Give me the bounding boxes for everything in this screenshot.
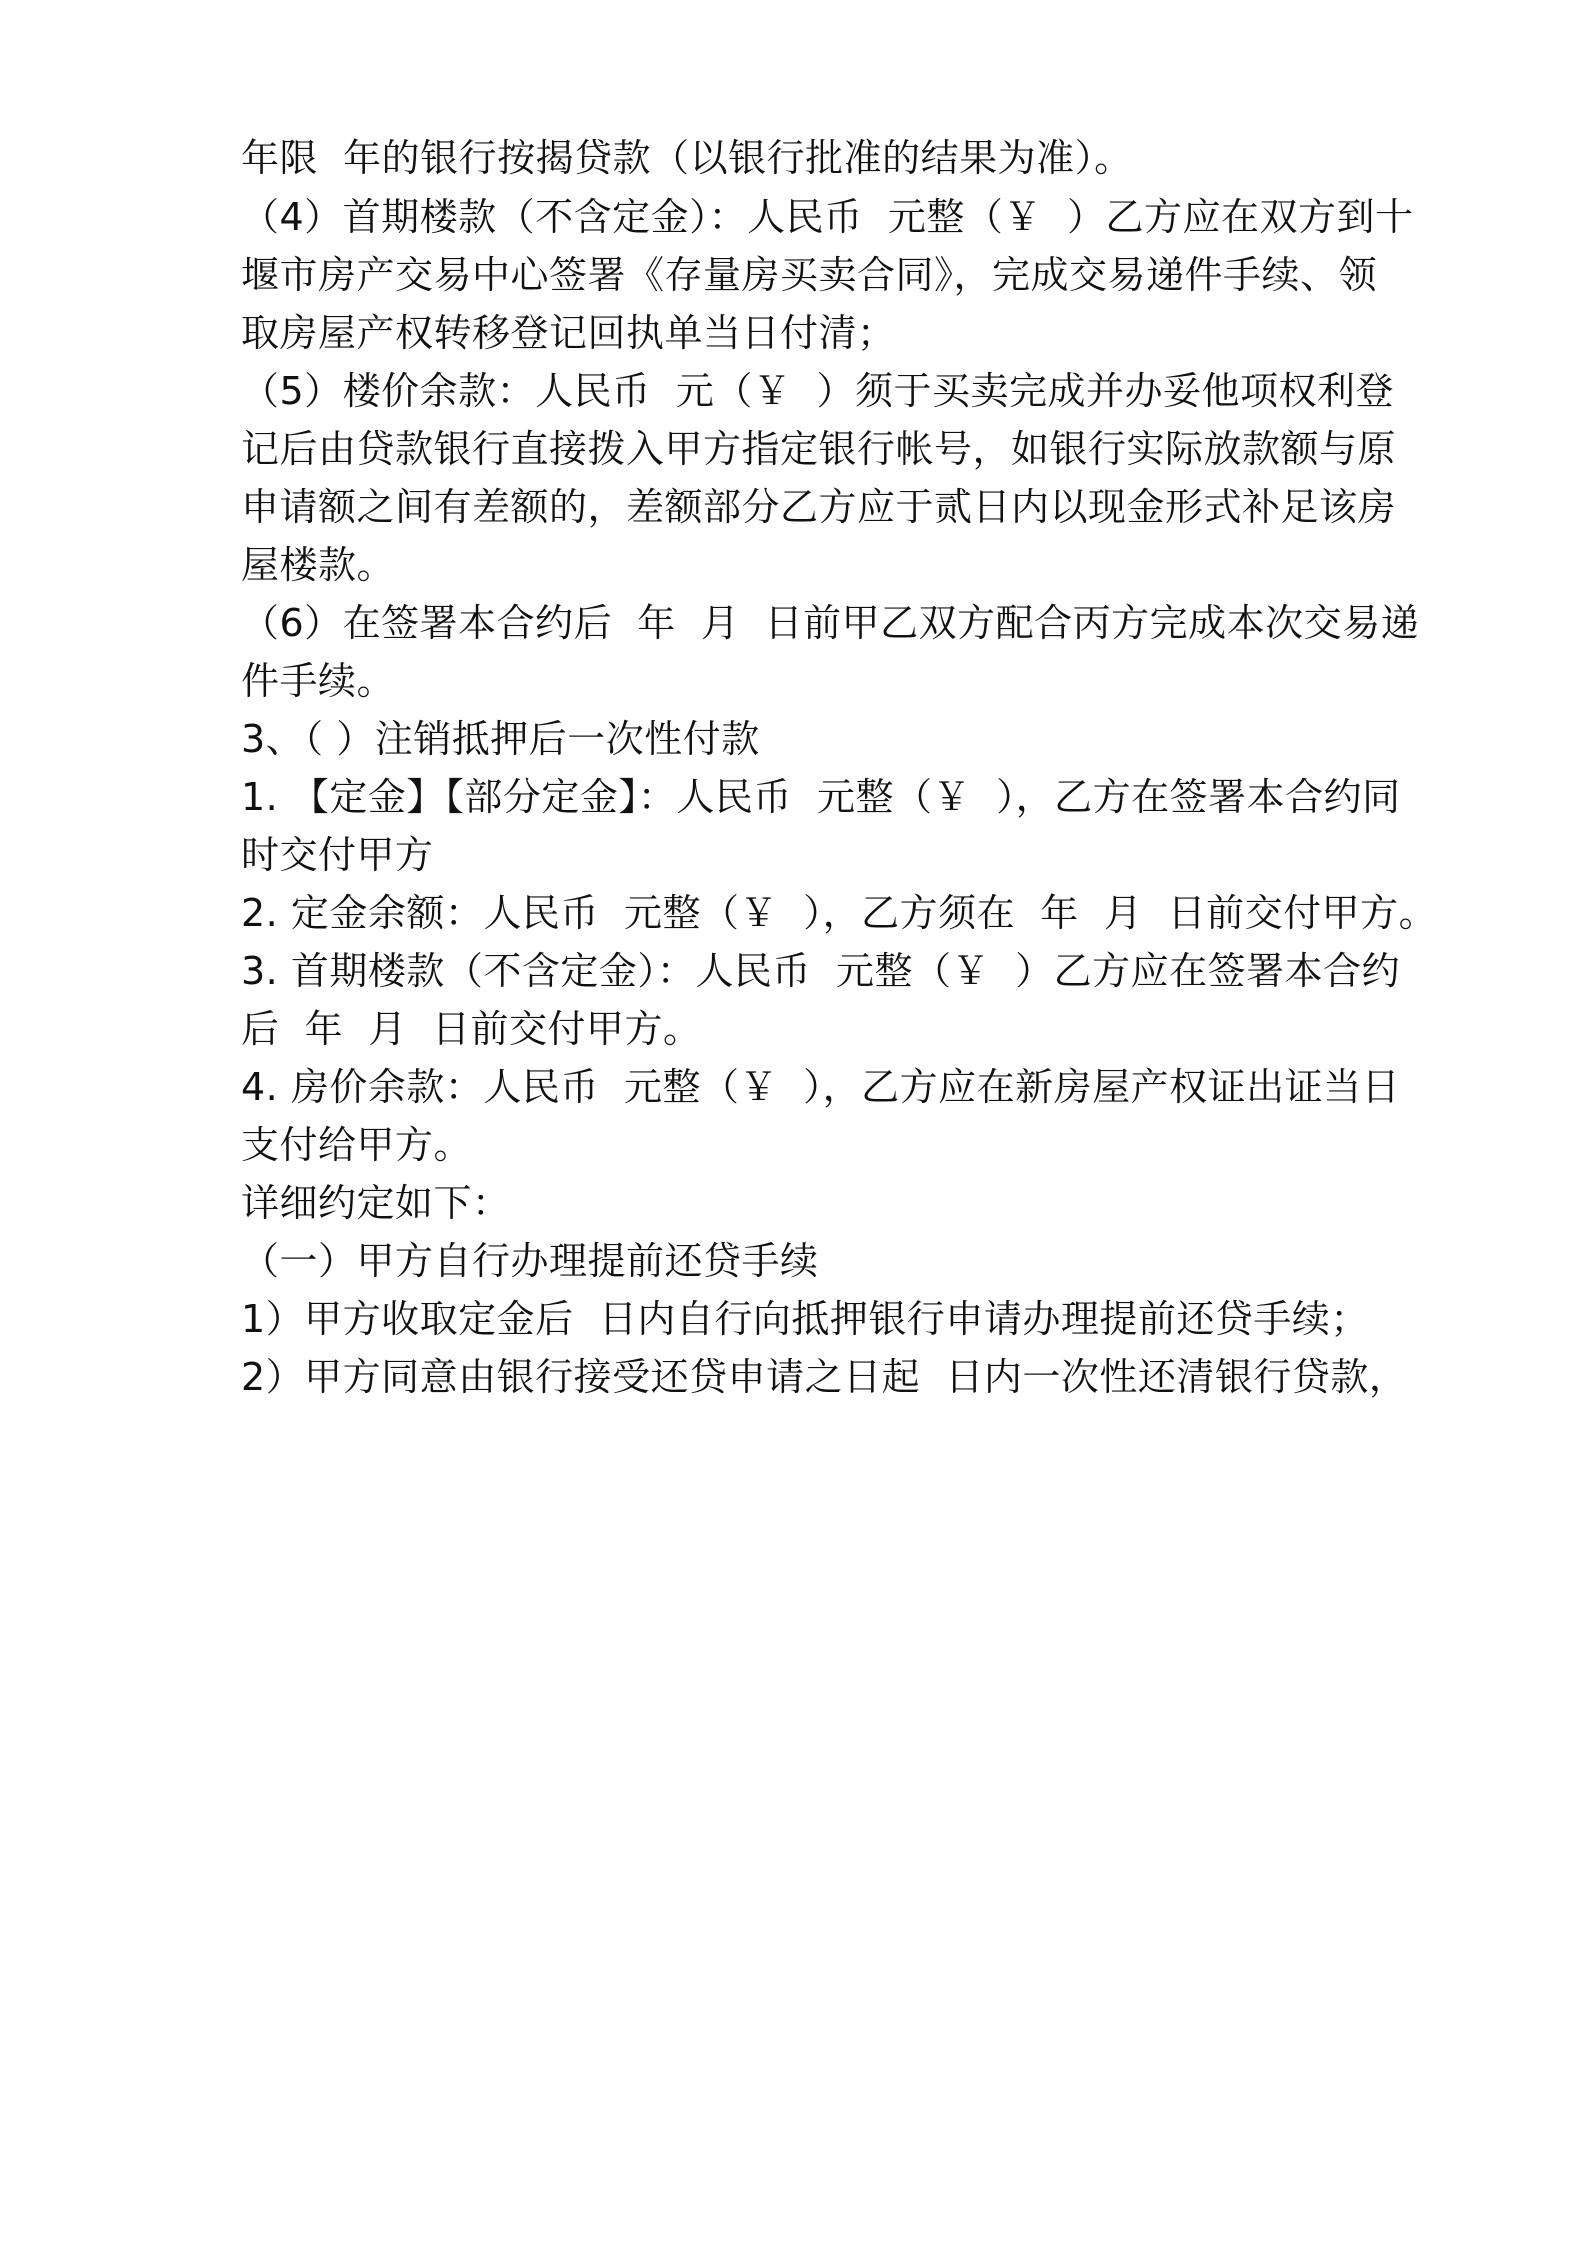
text-line: 1. 【定金】【部分定金】：人民币 元整（￥ ），乙方在签署本合约同: [241, 775, 1401, 819]
text-line: 支付给甲方。: [241, 1123, 473, 1167]
text-line: 堰市房产交易中心签署《存量房买卖合同》，完成交易递件手续、领: [241, 253, 1378, 297]
text-line: 3. 首期楼款（不含定金）：人民币 元整（￥ ）乙方应在签署本合约: [241, 949, 1401, 993]
text-line: 1）甲方收取定金后 日内自行向抵押银行申请办理提前还贷手续；: [241, 1297, 1369, 1341]
text-line: 件手续。: [241, 659, 396, 703]
text-line: （5）楼价余款：人民币 元（￥ ）须于买卖完成并办妥他项权利登: [241, 369, 1394, 413]
text-line: 2）甲方同意由银行接受还贷申请之日起 日内一次性还清银行贷款，: [241, 1355, 1408, 1399]
text-line: 3、（ ）注销抵押后一次性付款: [241, 717, 760, 761]
text-line: （6）在签署本合约后 年 月 日前甲乙双方配合丙方完成本次交易递: [241, 601, 1420, 645]
text-line: 年限 年的银行按揭贷款（以银行批准的结果为准）。: [241, 136, 1133, 180]
text-line: 4. 房价余款：人民币 元整（￥ ），乙方应在新房屋产权证出证当日: [241, 1065, 1401, 1109]
text-line: 取房屋产权转移登记回执单当日付清；: [241, 311, 896, 355]
text-line: （一）甲方自行办理提前还贷手续: [241, 1239, 819, 1283]
text-line: 详细约定如下：: [241, 1181, 511, 1225]
text-line: 时交付甲方: [241, 833, 434, 877]
text-line: （4）首期楼款（不含定金）：人民币 元整（￥ ）乙方应在双方到十: [241, 195, 1414, 239]
text-line: 申请额之间有差额的，差额部分乙方应于贰日内以现金形式补足该房: [241, 485, 1397, 529]
text-line: 后 年 月 日前交付甲方。: [241, 1007, 702, 1051]
text-line: 记后由贷款银行直接拨入甲方指定银行帐号，如银行实际放款额与原: [241, 427, 1397, 471]
text-line: 2. 定金余额：人民币 元整（￥ ），乙方须在 年 月 日前交付甲方。: [241, 891, 1438, 935]
text-line: 屋楼款。: [241, 543, 396, 587]
